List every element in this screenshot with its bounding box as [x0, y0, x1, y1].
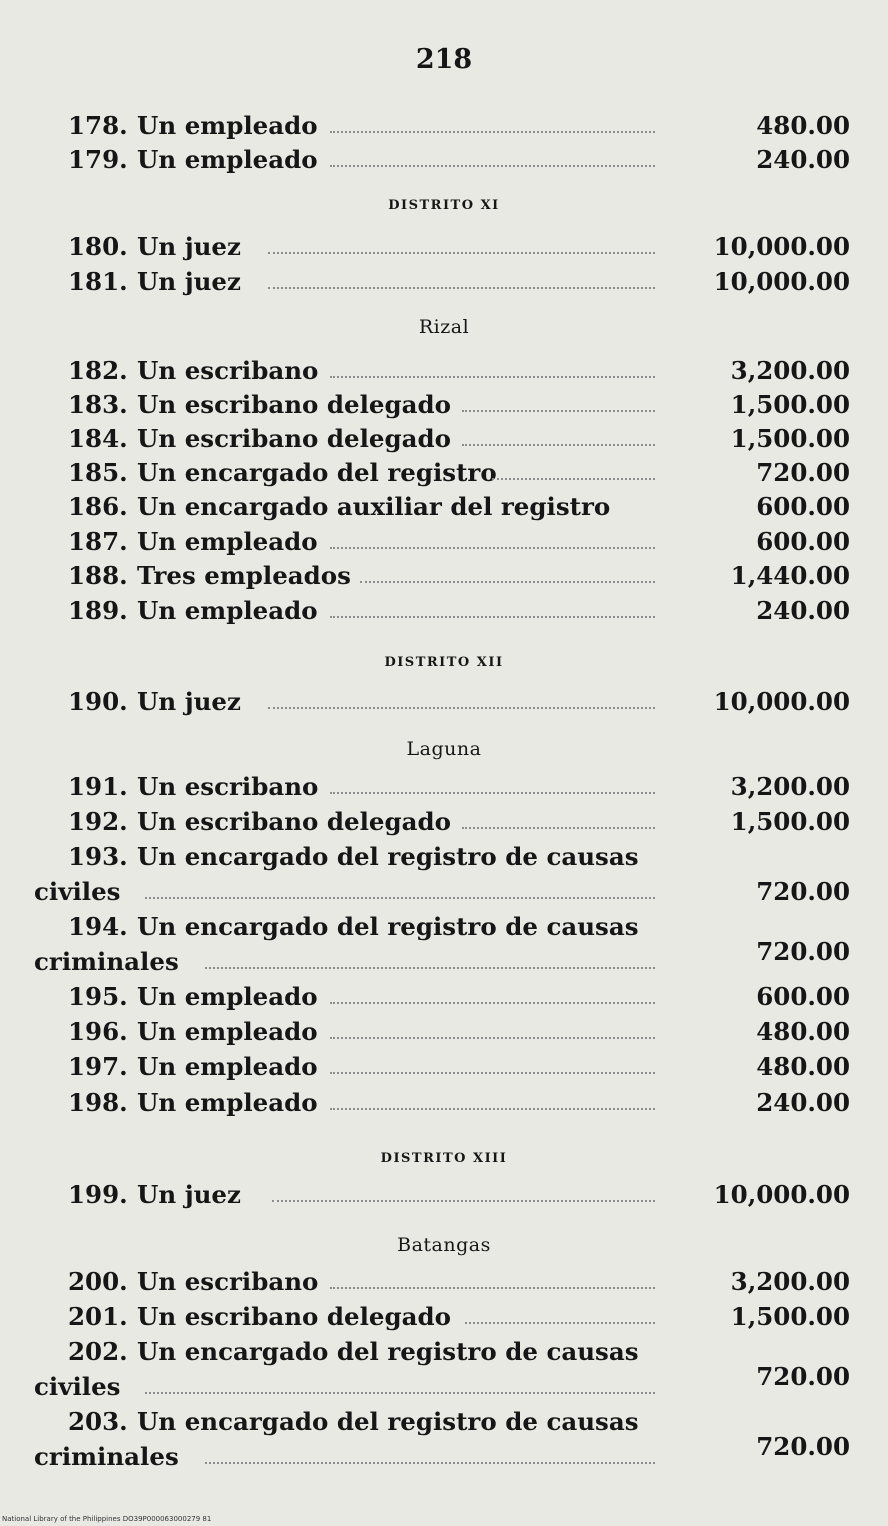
item-text-continued: civiles	[34, 877, 121, 906]
item-number: 195.	[68, 982, 128, 1011]
list-item	[0, 1014, 888, 1050]
item-text-continued: criminales	[34, 1442, 179, 1471]
list-item	[0, 455, 888, 491]
item-text: Un empleado	[137, 145, 318, 174]
item-number: 199.	[68, 1180, 128, 1209]
province-heading: Batangas	[397, 1234, 491, 1256]
list-item	[0, 353, 888, 389]
item-amount: 720.00	[756, 1362, 850, 1391]
dot-leader	[205, 1462, 655, 1464]
item-number: 201.	[68, 1302, 128, 1331]
list-item	[0, 1049, 888, 1085]
item-amount: 240.00	[756, 1088, 850, 1117]
item-text: Un encargado del registro de causas	[137, 1407, 639, 1436]
district-heading: DISTRITO XI	[388, 198, 500, 213]
list-item	[0, 387, 888, 423]
item-number: 178.	[68, 111, 128, 140]
list-item-continuation	[0, 874, 888, 910]
dot-leader	[330, 547, 655, 549]
item-amount: 480.00	[756, 111, 850, 140]
list-item	[0, 489, 888, 525]
item-number: 203.	[68, 1407, 128, 1436]
item-number: 188.	[68, 561, 128, 590]
item-amount: 3,200.00	[730, 1267, 850, 1296]
item-amount: 720.00	[756, 877, 850, 906]
item-amount: 1,500.00	[730, 424, 850, 453]
item-text: Tres empleados	[137, 561, 351, 590]
list-item	[0, 909, 888, 945]
district-heading: DISTRITO XII	[384, 655, 504, 670]
dot-leader	[330, 1037, 655, 1039]
item-text: Un juez	[137, 267, 241, 296]
item-number: 186.	[68, 492, 128, 521]
item-amount: 480.00	[756, 1052, 850, 1081]
item-amount: 1,500.00	[730, 1302, 850, 1331]
dot-leader	[465, 1322, 655, 1324]
item-number: 184.	[68, 424, 128, 453]
item-number: 187.	[68, 527, 128, 556]
item-number: 200.	[68, 1267, 128, 1296]
list-item	[0, 229, 888, 265]
item-amount: 10,000.00	[713, 267, 850, 296]
item-amount: 10,000.00	[713, 687, 850, 716]
page-number: 218	[415, 44, 473, 75]
item-text: Un empleado	[137, 111, 318, 140]
item-number: 181.	[68, 267, 128, 296]
item-text: Un encargado auxiliar del registro	[137, 492, 611, 521]
item-number: 183.	[68, 390, 128, 419]
list-item	[0, 1264, 888, 1300]
item-text: Un juez	[137, 687, 241, 716]
item-text: Un encargado del registro	[137, 458, 497, 487]
list-item	[0, 979, 888, 1015]
item-amount: 600.00	[756, 527, 850, 556]
item-text: Un empleado	[137, 1088, 318, 1117]
dot-leader	[360, 581, 655, 583]
dot-leader	[272, 1200, 655, 1202]
dot-leader	[330, 1287, 655, 1289]
item-text: Un empleado	[137, 527, 318, 556]
item-amount: 1,500.00	[730, 807, 850, 836]
item-text: Un escribano delegado	[137, 390, 452, 419]
dot-leader	[330, 1002, 655, 1004]
item-amount: 600.00	[756, 982, 850, 1011]
province-heading: Laguna	[406, 738, 482, 760]
item-text: Un empleado	[137, 596, 318, 625]
dot-leader	[330, 1108, 655, 1110]
dot-leader	[462, 410, 655, 412]
item-text: Un juez	[137, 1180, 241, 1209]
list-item	[0, 684, 888, 720]
list-item	[0, 264, 888, 300]
item-number: 198.	[68, 1088, 128, 1117]
item-text: Un empleado	[137, 982, 318, 1011]
item-text: Un juez	[137, 232, 241, 261]
province-heading: Rizal	[418, 316, 470, 338]
item-text: Un encargado del registro de causas	[137, 842, 639, 871]
item-number: 192.	[68, 807, 128, 836]
list-item	[0, 142, 888, 178]
list-item-continuation	[0, 1362, 888, 1405]
item-amount: 600.00	[756, 492, 850, 521]
item-amount: 480.00	[756, 1017, 850, 1046]
item-text: Un escribano	[137, 772, 319, 801]
dot-leader	[330, 165, 655, 167]
dot-leader	[205, 967, 655, 969]
item-number: 180.	[68, 232, 128, 261]
list-item	[0, 1404, 888, 1440]
item-amount: 720.00	[756, 458, 850, 487]
dot-leader	[268, 252, 655, 254]
item-number: 191.	[68, 772, 128, 801]
item-number: 185.	[68, 458, 128, 487]
list-item-continuation	[0, 937, 888, 980]
item-text-continued: criminales	[34, 947, 179, 976]
dot-leader	[268, 287, 655, 289]
list-item	[0, 1177, 888, 1213]
item-text: Un empleado	[137, 1017, 318, 1046]
item-text: Un escribano delegado	[137, 424, 452, 453]
list-item	[0, 839, 888, 875]
item-number: 190.	[68, 687, 128, 716]
dot-leader	[145, 897, 655, 899]
list-item	[0, 1085, 888, 1121]
dot-leader	[330, 792, 655, 794]
dot-leader	[145, 1392, 655, 1394]
item-text: Un encargado del registro de causas	[137, 1337, 639, 1366]
item-amount: 720.00	[756, 937, 850, 966]
list-item	[0, 108, 888, 144]
item-amount: 1,440.00	[730, 561, 850, 590]
list-item	[0, 1299, 888, 1335]
item-number: 196.	[68, 1017, 128, 1046]
dot-leader	[462, 827, 655, 829]
list-item	[0, 593, 888, 629]
dot-leader	[492, 478, 655, 480]
district-heading: DISTRITO XIII	[380, 1151, 508, 1166]
list-item-continuation	[0, 1432, 888, 1475]
item-number: 202.	[68, 1337, 128, 1366]
dot-leader	[462, 444, 655, 446]
list-item	[0, 804, 888, 840]
list-item	[0, 558, 888, 594]
item-amount: 720.00	[756, 1432, 850, 1461]
scan-footer: National Library of the Philippines DO39P000063000279 81	[2, 1515, 212, 1523]
item-amount: 240.00	[756, 145, 850, 174]
item-text-continued: civiles	[34, 1372, 121, 1401]
list-item	[0, 524, 888, 560]
dot-leader	[330, 616, 655, 618]
item-amount: 3,200.00	[730, 356, 850, 385]
item-amount: 240.00	[756, 596, 850, 625]
list-item	[0, 769, 888, 805]
item-number: 193.	[68, 842, 128, 871]
list-item	[0, 1334, 888, 1370]
item-text: Un escribano delegado	[137, 807, 452, 836]
item-text: Un escribano delegado	[137, 1302, 452, 1331]
item-text: Un escribano	[137, 356, 319, 385]
item-amount: 10,000.00	[713, 1180, 850, 1209]
item-amount: 3,200.00	[730, 772, 850, 801]
dot-leader	[330, 131, 655, 133]
item-text: Un empleado	[137, 1052, 318, 1081]
item-amount: 10,000.00	[713, 232, 850, 261]
item-number: 189.	[68, 596, 128, 625]
item-number: 182.	[68, 356, 128, 385]
item-text: Un encargado del registro de causas	[137, 912, 639, 941]
item-amount: 1,500.00	[730, 390, 850, 419]
dot-leader	[268, 707, 655, 709]
list-item	[0, 421, 888, 457]
dot-leader	[330, 376, 655, 378]
item-number: 197.	[68, 1052, 128, 1081]
item-number: 179.	[68, 145, 128, 174]
dot-leader	[330, 1072, 655, 1074]
item-number: 194.	[68, 912, 128, 941]
item-text: Un escribano	[137, 1267, 319, 1296]
